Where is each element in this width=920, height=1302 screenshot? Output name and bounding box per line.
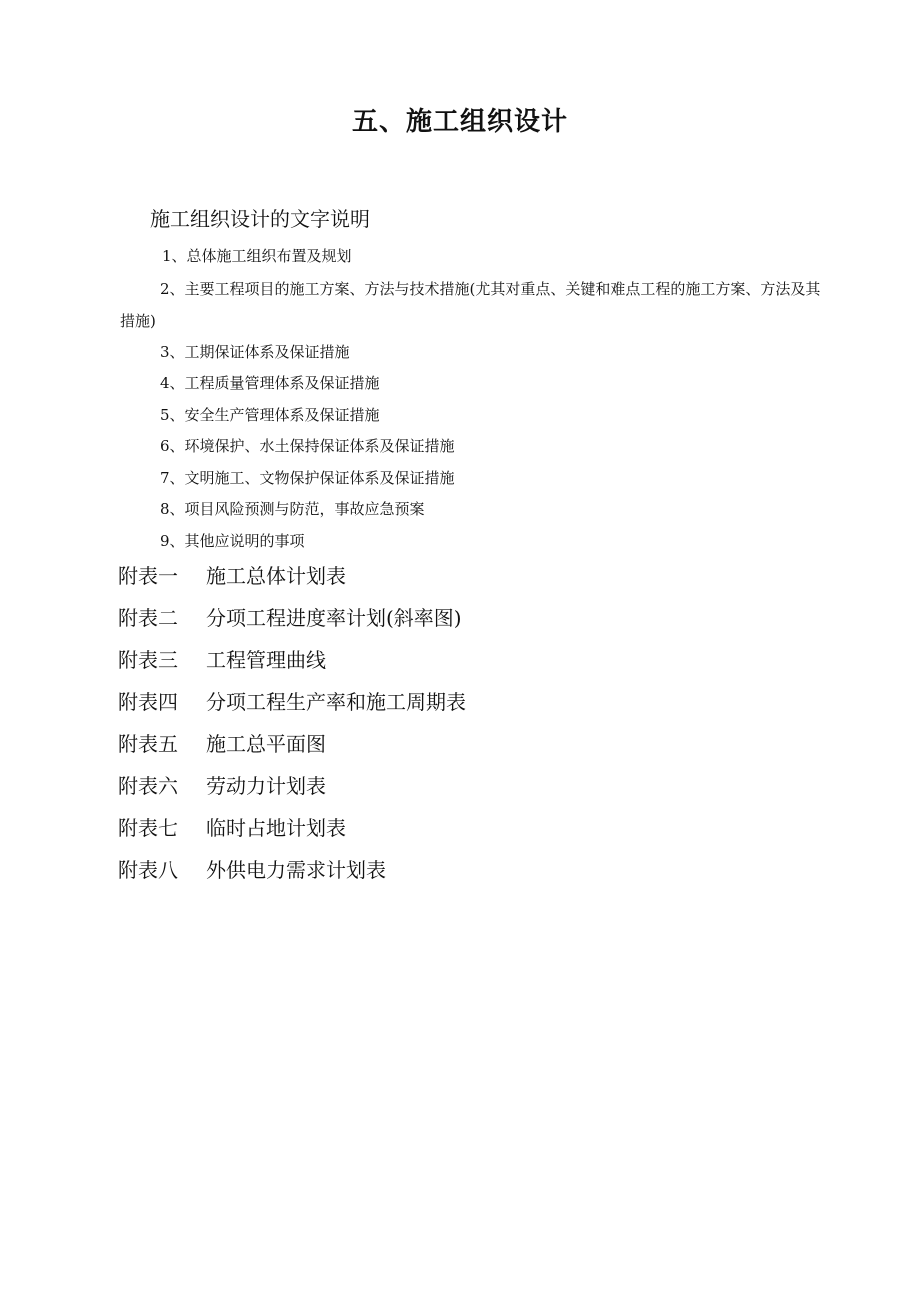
appendix-item xyxy=(118,646,326,674)
appendix-label: 附表七 xyxy=(118,816,178,840)
appendix-label: 附表六 xyxy=(118,774,178,798)
appendix-title: 劳动力计划表 xyxy=(206,774,326,798)
list-item: 4、工程质量管理体系及保证措施 xyxy=(160,374,380,392)
list-item: 7、文明施工、文物保护保证体系及保证措施 xyxy=(160,469,455,487)
appendix-label: 附表三 xyxy=(118,648,178,672)
list-item: 6、环境保护、水土保持保证体系及保证措施 xyxy=(160,437,455,455)
list-item: 2、主要工程项目的施工方案、方法与技术措施(尤其对重点、关键和难点工程的施工方案、方法及其措施) xyxy=(120,280,821,330)
list-item: 8、项目风险预测与防范，事故应急预案 xyxy=(160,500,425,518)
appendix-item xyxy=(118,814,346,842)
appendix-item xyxy=(118,688,466,716)
appendix-title: 施工总平面图 xyxy=(206,732,326,756)
appendix-label: 附表八 xyxy=(118,858,178,882)
appendix-item xyxy=(118,772,326,800)
section-subtitle: 施工组织设计的文字说明 xyxy=(150,207,370,231)
appendix-title: 工程管理曲线 xyxy=(206,648,326,672)
appendix-label: 附表四 xyxy=(118,690,178,714)
appendix-title: 分项工程生产率和施工周期表 xyxy=(206,690,466,714)
appendix-title: 施工总体计划表 xyxy=(206,564,346,588)
appendix-item xyxy=(118,604,462,632)
appendix-item xyxy=(118,856,386,884)
appendix-title: 临时占地计划表 xyxy=(206,816,346,840)
list-item: 1、总体施工组织布置及规划 xyxy=(162,247,352,265)
appendix-item xyxy=(118,730,326,758)
appendix-title: 分项工程进度率计划(斜率图) xyxy=(206,606,462,630)
list-item: 5、安全生产管理体系及保证措施 xyxy=(160,406,380,424)
appendix-label: 附表一 xyxy=(118,564,178,588)
appendix-label: 附表五 xyxy=(118,732,178,756)
list-item: 9、其他应说明的事项 xyxy=(160,532,305,550)
list-item: 3、工期保证体系及保证措施 xyxy=(160,343,350,361)
appendix-item xyxy=(118,562,346,590)
appendix-title: 外供电力需求计划表 xyxy=(206,858,386,882)
page-title: 五、施工组织设计 xyxy=(351,107,568,137)
appendix-label: 附表二 xyxy=(118,606,178,630)
